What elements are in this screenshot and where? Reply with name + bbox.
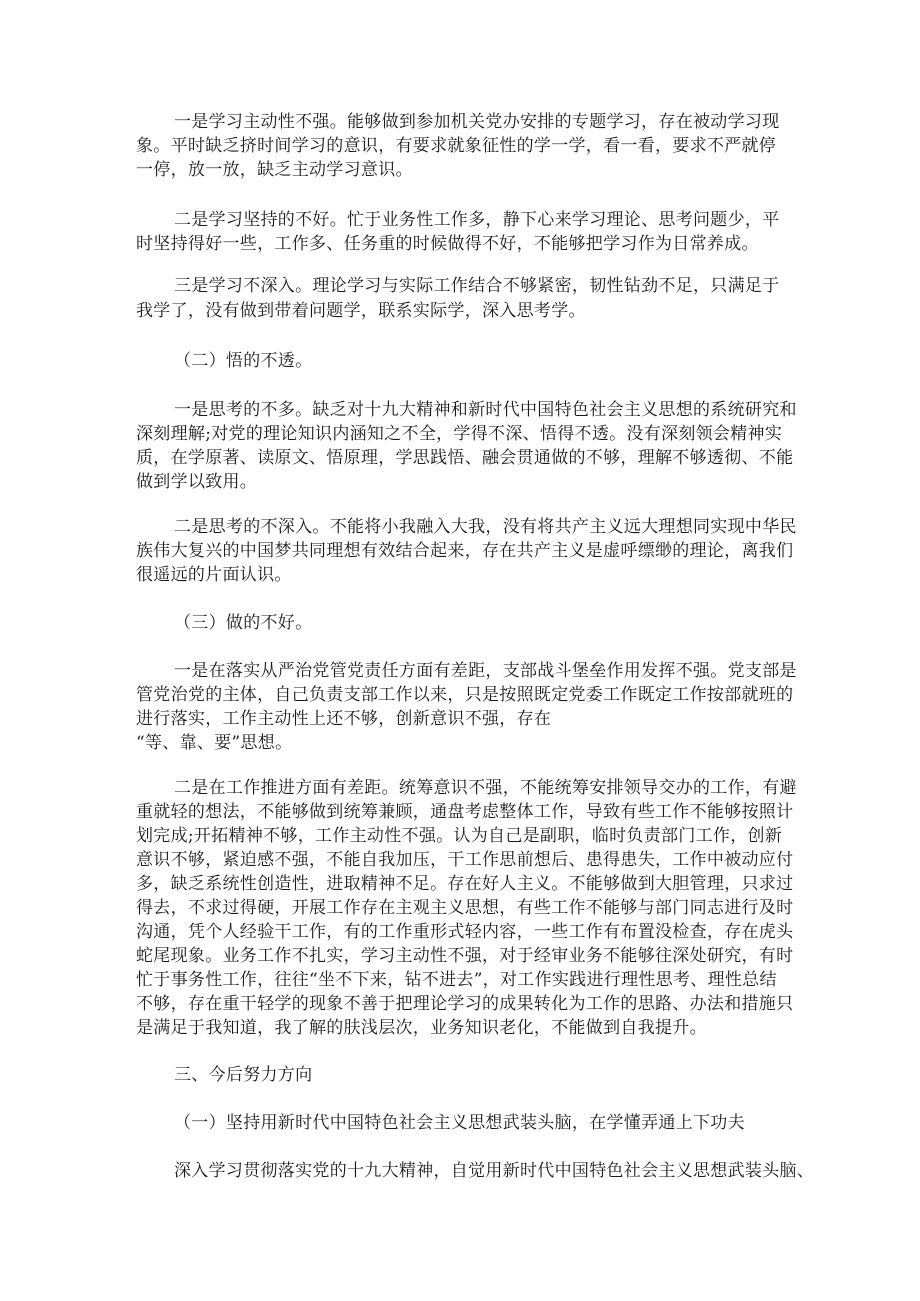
text-line: 族伟大复兴的中国梦共同理想有效结合起来，存在共产主义是虚呼缥缈的理论，离我们 <box>136 541 794 561</box>
text-line: 二是思考的不深入。不能将小我融入大我，没有将共产主义远大理想同实现中华民 <box>174 517 797 537</box>
section-heading: （三）做的不好。 <box>174 613 313 633</box>
text-line: 我学了，没有做到带着问题学，联系实际学，深入思考学。 <box>136 301 586 321</box>
text-line: 是满足于我知道，我了解的肤浅层次，业务知识老化，不能做到自我提升。 <box>136 1018 707 1038</box>
text-line: 时坚持得好一些，工作多、任务重的时候做得不好，不能够把学习作为日常养成。 <box>136 234 759 254</box>
text-line: 很遥远的片面认识。 <box>136 565 292 585</box>
text-line: 一是在落实从严治党管党责任方面有差距，支部战斗堡垒作用发挥不强。党支部是 <box>174 661 797 681</box>
text-line: 三是学习不深入。理论学习与实际工作结合不够紧密，韧性钻劲不足，只满足于 <box>174 276 780 296</box>
text-line: 二是在工作推进方面有差距。统筹意识不强，不能统筹安排领导交办的工作，有避 <box>174 778 797 798</box>
text-line: 进行落实，工作主动性上还不够，创新意识不强，存在 <box>136 709 552 729</box>
text-line: 蛇尾现象。业务工作不扎实，学习主动性不强，对于经审业务不能够往深处研究，有时 <box>136 946 794 966</box>
text-line: 意识不够，紧迫感不强，不能自我加压，干工作思前想后、患得患失，工作中被动应付 <box>136 850 794 870</box>
section-heading: 三、今后努力方向 <box>174 1065 313 1085</box>
text-line: 忙于事务性工作，往往“坐不下来，钻不进去”，对工作实践进行理性思考、理性总结 <box>136 970 777 990</box>
text-line: 一停，放一放，缺乏主动学习意识。 <box>136 160 413 180</box>
text-line: 沟通，凭个人经验干工作，有的工作重形式轻内容，一些工作有布置没检查，存在虎头 <box>136 922 794 942</box>
text-line: 得去，不求过得硬，开展工作存在主观主义思想，有些工作不能够与部门同志进行及时 <box>136 898 794 918</box>
text-line: 象。平时缺乏挤时间学习的意识，有要求就象征性的学一学，看一看，要求不严就停 <box>136 136 777 156</box>
text-line: 划完成;开拓精神不够，工作主动性不强。认为自己是副职，临时负责部门工作，创新 <box>136 826 783 846</box>
section-heading: （二）悟的不透。 <box>174 351 313 371</box>
section-heading: （一）坚持用新时代中国特色社会主义思想武装头脑，在学懂弄通上下功夫 <box>174 1113 745 1133</box>
text-line: 二是学习坚持的不好。忙于业务性工作多，静下心来学习理论、思考问题少，平 <box>174 210 780 230</box>
text-line: 深入学习贯彻落实党的十九大精神，自觉用新时代中国特色社会主义思想武装头脑、 <box>174 1161 815 1181</box>
text-line: 重就轻的想法，不能够做到统筹兼顾，通盘考虑整体工作，导致有些工作不能够按照计 <box>136 802 794 822</box>
text-line: 管党治党的主体，自己负责支部工作以来，只是按照既定党委工作既定工作按部就班的 <box>136 685 794 705</box>
text-line: 一是学习主动性不强。能够做到参加机关党办安排的专题学习，存在被动学习现 <box>174 112 780 132</box>
text-line: 深刻理解;对党的理论知识内涵知之不全，学得不深、悟得不透。没有深刻领会精神实 <box>136 424 783 444</box>
text-line: 质，在学原著、读原文、悟原理，学思践悟、融会贯通做的不够，理解不够透彻、不能 <box>136 448 794 468</box>
text-line: 做到学以致用。 <box>136 472 258 492</box>
text-line: 不够，存在重干轻学的现象不善于把理论学习的成果转化为工作的思路、办法和措施只 <box>136 994 794 1014</box>
text-line: 一是思考的不多。缺乏对十九大精神和新时代中国特色社会主义思想的系统研究和 <box>174 400 797 420</box>
text-line: 多，缺乏系统性创造性，进取精神不足。存在好人主义。不能够做到大胆管理，只求过 <box>136 874 794 894</box>
text-line: “等、靠、要”思想。 <box>136 733 293 753</box>
